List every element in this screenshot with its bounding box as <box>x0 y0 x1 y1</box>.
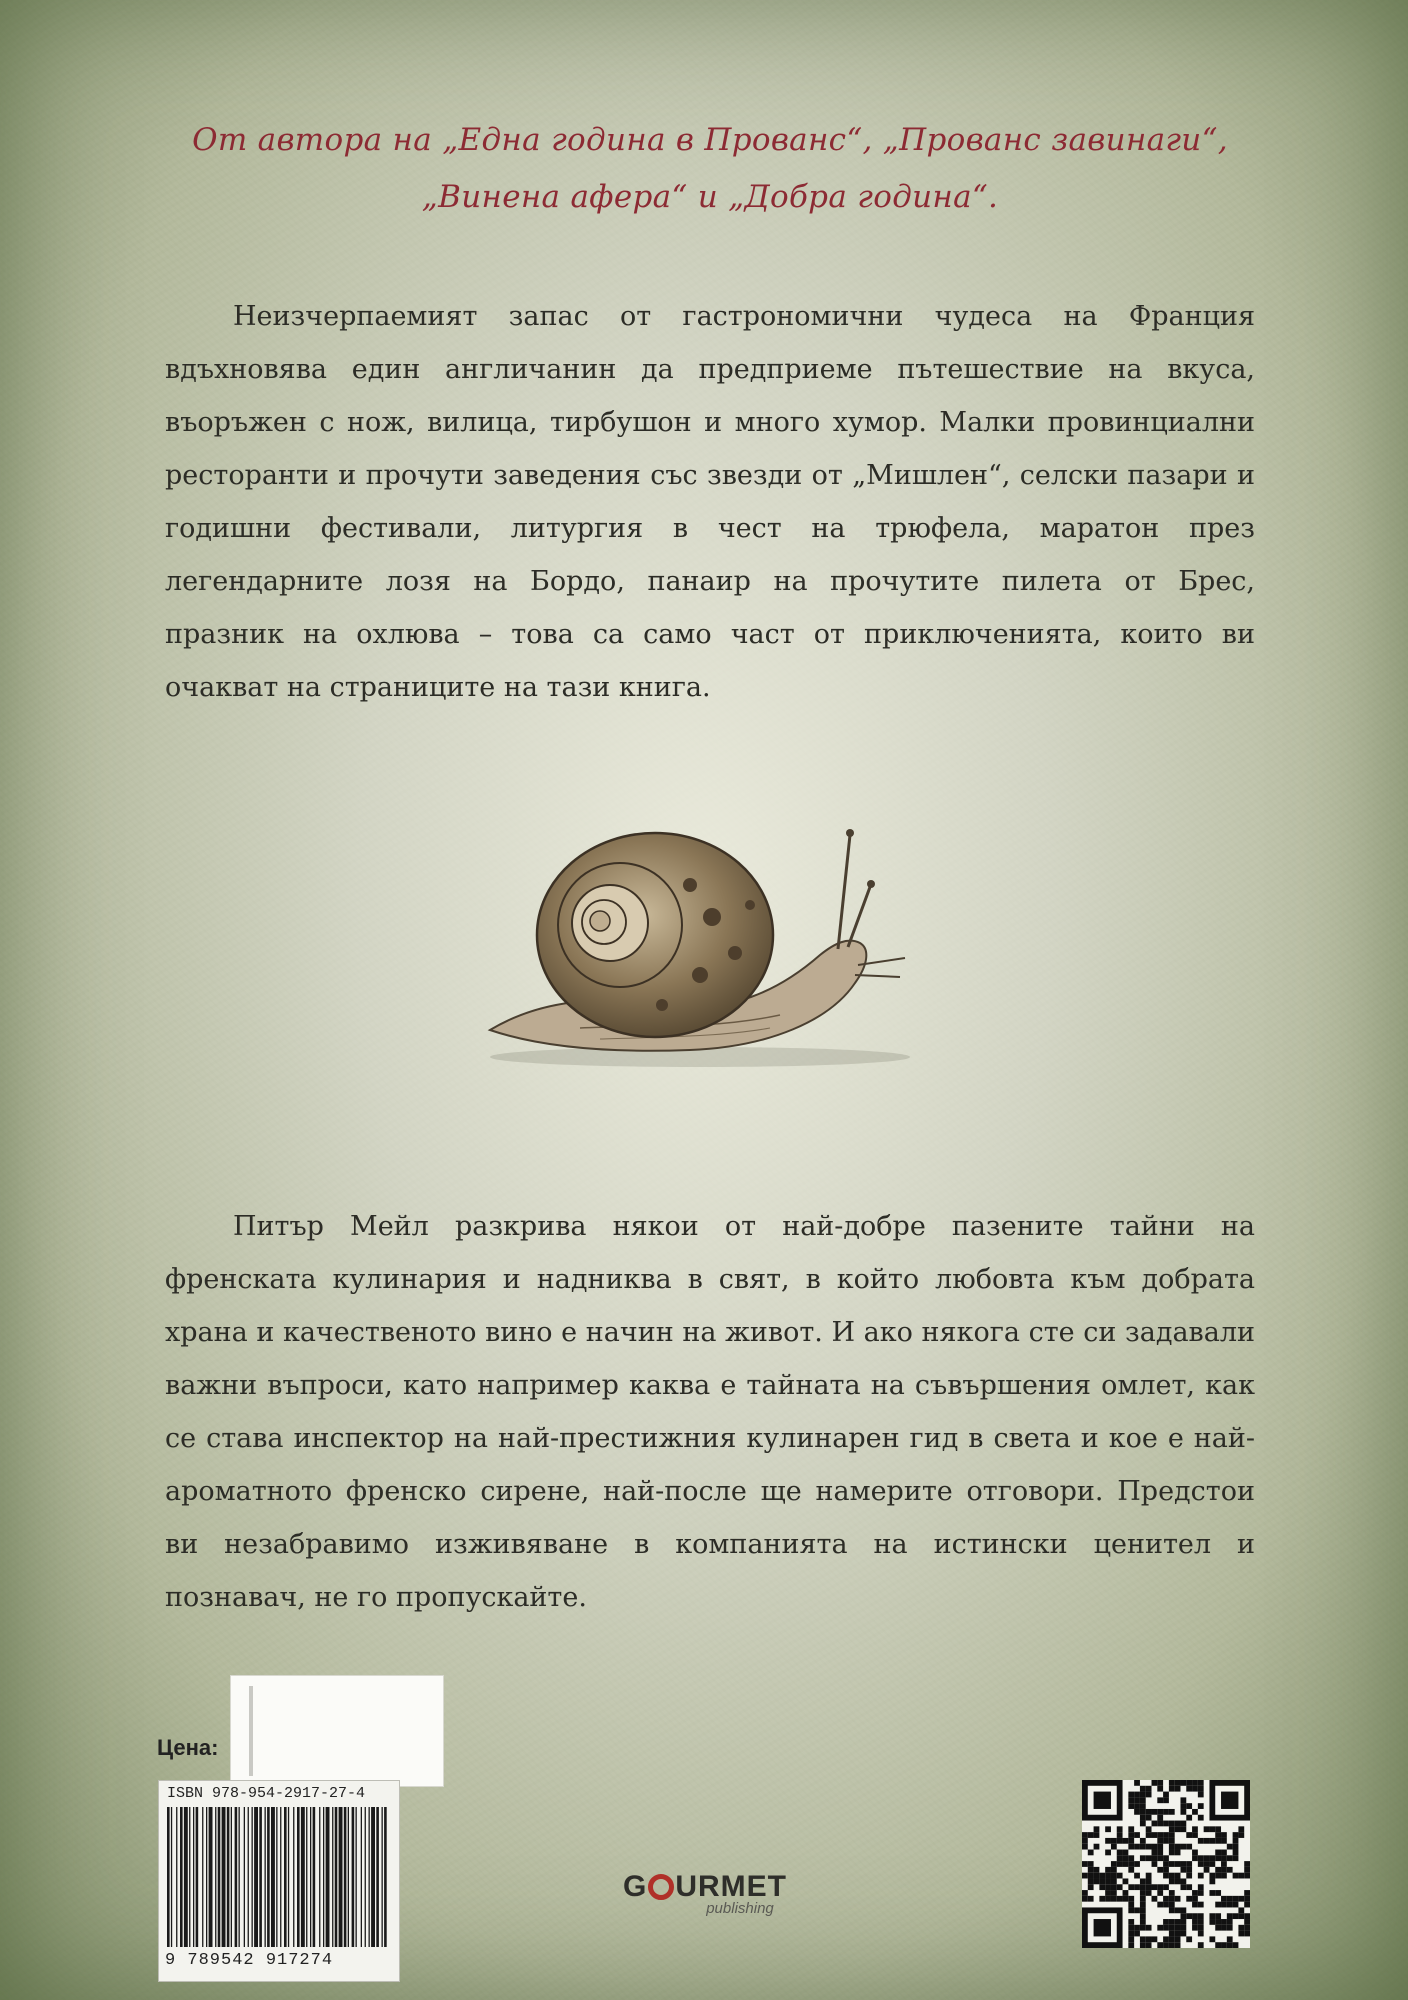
publisher-sub: publishing <box>706 1900 774 1917</box>
blurb-paragraph-1: Неизчерпаемият запас от гастрономични чудеса на Франция вдъхновява един англичанин да предприеме пътешествие на вкуса, въоръжен с нож, вилица, тирбушон и много хумор. Малки провинциални ресторанти и прочути заведения със звезди от „Мишлен“, селски пазари и годишни фестивали, литургия в чест на трюфела, маратон през легендарните лозя на Бордо, панаир на прочутите пилета от Брес, празник на охлюва – това са само част от приключенията, които ви очакват на страниците на тази книга. <box>165 301 1255 703</box>
brand-left: G <box>623 1870 648 1903</box>
brand-right: URMET <box>675 1870 787 1903</box>
author-tagline <box>150 112 1270 226</box>
brand-ring-icon <box>648 1874 674 1900</box>
snail-illustration <box>450 825 950 1085</box>
tagline-line-1: От автора на „Една година в Прованс“, „Прованс завинаги“, <box>192 122 1228 158</box>
sticker-edge <box>249 1686 253 1776</box>
isbn-barcode <box>158 1780 400 1982</box>
barcode-bars <box>165 1807 391 1947</box>
publisher-logo <box>600 1870 810 1960</box>
ean-digits: 9 789542 917274 <box>165 1951 334 1970</box>
price-label: Цена: <box>157 1735 219 1760</box>
isbn-text: ISBN 978-954-2917-27-4 <box>167 1785 366 1802</box>
tagline-line-2: „Винена афера“ и „Добра година“. <box>421 179 999 215</box>
price-sticker <box>230 1675 444 1787</box>
blurb-paragraph-2: Питър Мейл разкрива някои от най-добре пазените тайни на френската кулинария и надниква в свят, в който любовта към добрата храна и качественото вино е начин на живот. И ако някога сте си задавали важни въпроси, като например каква е тайната на съвършения омлет, как се става инспектор на най-престижния кулинарен гид в света и кое е най-ароматното френско сирене, най-после ще намерите отговори. Предстои ви незабравимо изживяване в компанията на истински ценител и познавач, не го пропускайте. <box>165 1211 1255 1613</box>
qr-code <box>1082 1780 1250 1948</box>
